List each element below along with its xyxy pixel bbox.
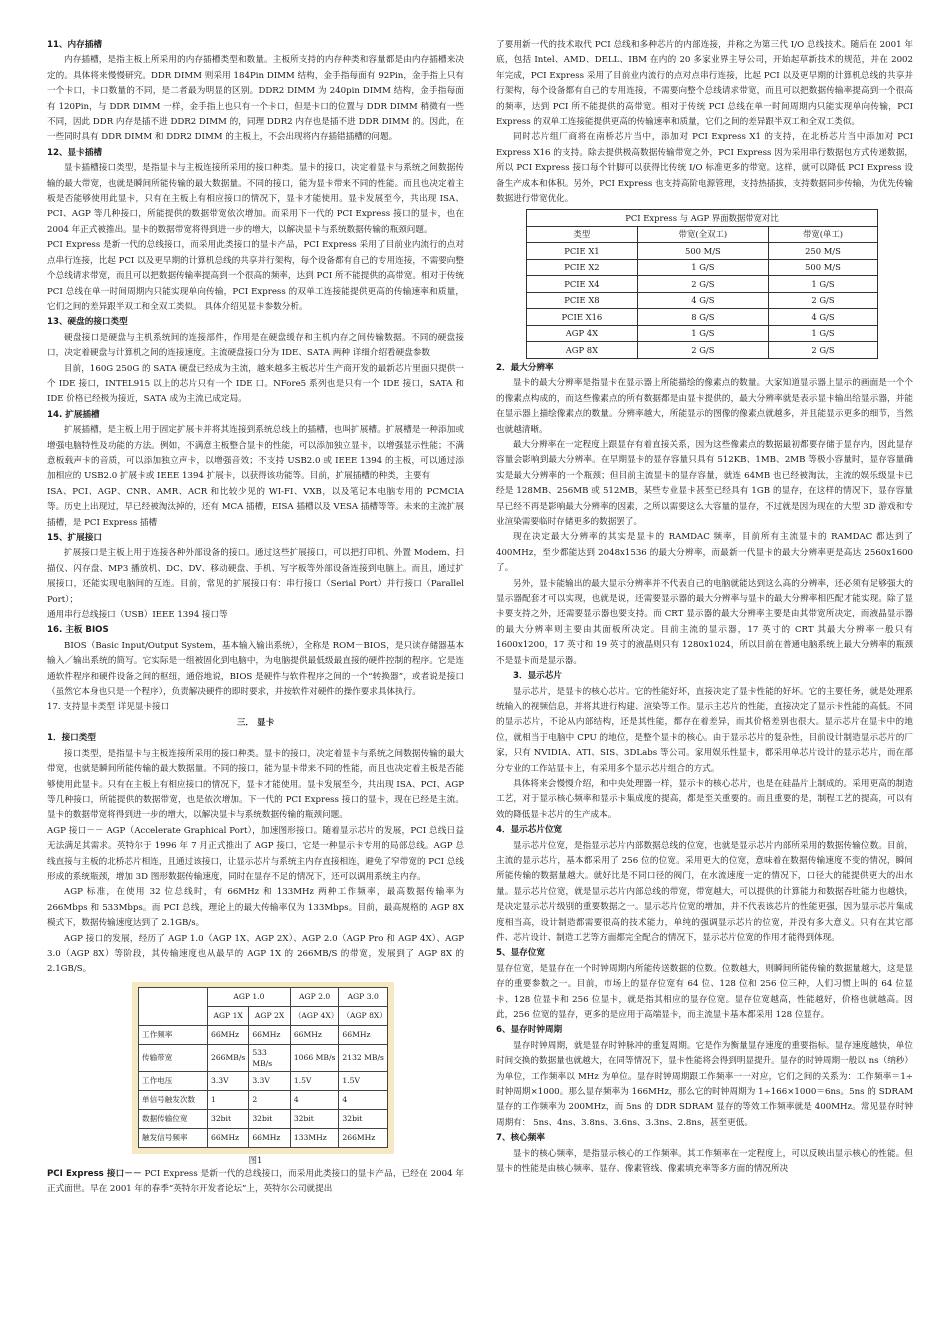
body-paragraph: 扩展接口是主板上用于连接各种外部设备的接口。通过这些扩展接口，可以把打印机、外置 Modem、扫描仪、闪存盘、MP3 播放机、DC、DV、移动硬盘、手机、写字板等外部设备连接到电脑上。而且，通过扩展接口，还能实现电脑间的互连。目前，常见的扩展接口有：串行接口（Serial Port）并行接口（Parallel Port）； (47, 548, 464, 605)
table-header: AGP 1.0 (208, 987, 291, 1006)
row-label: 工作频率 (139, 1025, 208, 1044)
table-row (139, 1025, 388, 1044)
table-cell: 66MHz (249, 1128, 291, 1147)
table-header: （AGP 8X） (339, 1006, 388, 1025)
right-bottom-blocks (496, 361, 913, 1178)
table-cell: 66MHz (290, 1025, 339, 1044)
table-cell: 66MHz (208, 1128, 249, 1147)
table-cell: 66MHz (339, 1025, 388, 1044)
table-header: 带宽(全双工) (637, 226, 768, 243)
table-row (139, 1109, 388, 1128)
section-heading: 14. 扩展插槽 (47, 409, 100, 420)
section-heading: 3．显示芯片 (513, 671, 562, 682)
table-row (527, 342, 878, 359)
table-header: （AGP 4X） (290, 1006, 339, 1025)
row-label: 数据传输位宽 (139, 1109, 208, 1128)
table-cell: 1.5V (290, 1071, 339, 1090)
body-paragraph: 目前，160G 250G 的 SATA 硬盘已经成为主流，越来越多主板芯片生产商开发的最新芯片里面只提供一个 IDE 接口，INTEL915 以上的芯片只有一个 IDE 口。NFore5 系列也是只有一个 IDE 接口，SATA 和 IDE 价格已经极为接近，SATA 成为主流已成定局。 (47, 363, 464, 405)
table-cell: 4 G/S (768, 309, 877, 326)
table-cell: PCIE X8 (527, 292, 638, 309)
section-heading: 7、核心频率 (496, 1133, 545, 1144)
table-row (139, 1128, 388, 1147)
left-text-blocks (47, 38, 464, 978)
table-row (527, 292, 878, 309)
table-cell: 266MB/s (208, 1044, 249, 1071)
table-title: PCI Express 与 AGP 界面数据带宽对比 (527, 210, 878, 227)
agp-spec-figure (132, 982, 394, 1154)
body-paragraph: 显存位宽，是显存在一个时钟周期内所能传送数据的位数。位数越大，则瞬间所能传输的数据量越大，这是显存的重要参数之一。目前，市场上的显存位宽有 64 位、128 位和 256 位三种，人们习惯上叫的 64 位显卡、128 位显卡和 256 位显卡，就是指其相应的显存位宽。显存位宽越高，性能越好，价格也就越高。因此，256 位宽的显存，更多的是应用于高端显卡，而主流显卡基本都采用 128 位显存。 (496, 963, 913, 1021)
body-paragraph: AGP 标准，在使用 32 位总线时，有 66MHz 和 133MHz 两种工作频率，最高数据传输率为 266Mbps 和 533Mbps。而 PCI 总线，理论上的最大传输率仅为 133Mbps。目前，最高规格的 AGP 8X 模式下，数据传输速度达到了 2.1GB/s。 (47, 887, 464, 929)
row-label: 工作电压 (139, 1071, 208, 1090)
table-cell: PCIE X1 (527, 243, 638, 260)
table-row (527, 243, 878, 260)
pci-express-text: PCI Express 是新一代的总线接口，而采用此类接口的显卡产品，已经在 2004 年正式面世。早在 2001 年的春季“英特尔开发者论坛”上，英特尔公司就提出 (47, 1168, 465, 1195)
body-paragraph: 内存插槽，是指主板上所采用的内存插槽类型和数量。主板所支持的内存种类和容量都是由内存插槽来决定的。具体将来慢慢研究。DDR DIMM 则采用 184Pin DIMM 结构，金手指每面有 92Pin，金手指上只有一个卡口，卡口数量的不同，是二者最为明显的区别。DDR2 DIMM 为 240pin DIMM 结构，金手指每面有 120Pin，与 DDR DIMM 一样，金手指上也只有一个卡口，但是卡口的位置与 DDR DIMM 稍微有一些不同，因此 DDR 内存是插不进 DDR2 DIMM 的，同理 DDR2 内存也是插不进 DDR DIMM 的。因此，在一些同时具有 DDR DIMM 和 DDR2 DIMM 的主板上，不会出现将内存插错插槽的问题。 (47, 55, 464, 143)
table-cell: 1 G/S (637, 325, 768, 342)
pci-express-paragraph (47, 1167, 464, 1198)
chapter-title: 三． 显卡 (236, 717, 275, 728)
table-cell: 1 G/S (637, 259, 768, 276)
table-row (527, 276, 878, 293)
table-corner (139, 987, 208, 1025)
section-heading: 2．最大分辨率 (496, 362, 554, 373)
row-label: 传输带宽 (139, 1044, 208, 1071)
table-cell: 3.3V (208, 1071, 249, 1090)
table-cell: PCIE X16 (527, 309, 638, 326)
section-heading: 4．显示芯片位宽 (496, 825, 563, 836)
body-paragraph: 显卡的核心频率，是指显示核心的工作频率。其工作频率在一定程度上，可以反映出显示核心的性能。但显卡的性能是由核心频率、显存、像素管线、像素填充率等多方面的情况所决 (496, 1148, 913, 1175)
table-header: AGP 3.0 (339, 987, 388, 1006)
body-paragraph: 通用串行总线接口（USB）IEEE 1394 接口等 (47, 610, 228, 621)
body-paragraph: 显示芯片，是显卡的核心芯片。它的性能好坏，直接决定了显卡性能的好坏。它的主要任务，就是处理系统输入的视频信息，并将其进行构建、渲染等工作。显示主芯片的性能，直接决定了显示卡性能的高低。不同的显示芯片，不论从内部结构，还是其性能，都存在着差异，而其价格差别也很大。显示芯片在显卡中的地位，就相当于电脑中 CPU 的地位，是整个显卡的核心。由于显示芯片的复杂性，目前设计制造显示芯片的厂家，只有 NVIDIA、ATI、SIS、3DLabs 等公司。家用娱乐性显卡，都采用单芯片设计的显示芯片，而在部分专业的工作站显卡上，有采用多个显示芯片组合的方式。 (496, 686, 913, 774)
table-cell: AGP 4X (527, 325, 638, 342)
table-cell: 266MHz (339, 1128, 388, 1147)
body-paragraph: 显卡的最大分辨率是指显卡在显示器上所能描绘的像素点的数量。大家知道显示器上显示的画面是一个个的像素点构成的，而这些像素点的所有数据都是由显卡提供的，最大分辨率就是表示显卡输出给显示器，并能在显示器上描绘像素点的数量。分辨率越大，所能显示的图像的像素点就越多，并且能显示更多的细节，当然也就越清晰。 (496, 378, 913, 435)
table-header: 带宽(单工) (768, 226, 877, 243)
table-cell: PCIE X4 (527, 276, 638, 293)
table-header: 类型 (527, 226, 638, 243)
table-cell: 3.3V (249, 1071, 291, 1090)
table-cell: 2 G/S (768, 292, 877, 309)
agp-spec-table (138, 987, 388, 1148)
section-heading: 15、扩展接口 (47, 533, 102, 543)
table-cell: 2 G/S (768, 342, 877, 359)
table-cell: 4 G/S (637, 292, 768, 309)
section-heading: 16. 主板 BIOS (47, 625, 109, 636)
table-cell: 4 (339, 1090, 388, 1109)
body-paragraph: 了要用新一代的技术取代 PCI 总线和多种芯片的内部连接，并称之为第三代 I/O 总线技术。随后在 2001 年底，包括 Intel、AMD、DELL、IBM 在内的 20 多家业界主导公司，开始起草新技术的规范，并在 2002 年完成，PCI Express 采用了目前业内流行的点对点串行连接，比起 PCI 以及更早期的计算机总线的共享并行架构，每个设备都有自己的专用连接，不需要向整个总线请求带宽，而且可以把数据传输率提高到一个很高的频率，达到 PCI 所不能提供的高带宽。相对于传统 PCI 总线在单一时间周期内只能实现单向传输，PCI Express 的双单工连接能提供更高的传输速率和质量，它们之间的差异跟半双工和全双工类似。 (496, 40, 913, 128)
body-paragraph: ISA、PCI、AGP、CNR、AMR、ACR 和比较少见的 WI-FI、VXB，以及笔记本电脑专用的 PCMCIA 等。历史上出现过，早已经被淘汰掉的，还有 MCA 插槽，EISA 插槽以及 VESA 插槽等等。未来的主流扩展插槽，是 PCI Express 插槽 (47, 486, 464, 528)
bandwidth-comparison-table (526, 209, 878, 359)
right-column (496, 38, 913, 1178)
left-column (47, 38, 464, 1198)
table-row (527, 309, 878, 326)
table-cell: 32bit (290, 1109, 339, 1128)
table-cell: 32bit (339, 1109, 388, 1128)
section-heading: 5、显存位宽 (496, 948, 545, 959)
row-label: 触发信号频率 (139, 1128, 208, 1147)
right-top-blocks (496, 38, 913, 207)
body-paragraph: 现在决定最大分辨率的其实是显卡的 RAMDAC 频率，目前所有主流显卡的 RAMDAC 都达到了 400MHz，至少都能达到 2048x1536 的最大分辨率，而最新一代显卡的最大分辨率更是高达 2560x1600 了。 (496, 532, 913, 574)
table-cell: 1.5V (339, 1071, 388, 1090)
table-cell: 4 (290, 1090, 339, 1109)
table-cell: 1066 MB/s (290, 1044, 339, 1071)
table-cell: 500 M/S (637, 243, 768, 260)
table-cell: 2132 MB/s (339, 1044, 388, 1071)
table-cell: 133MHz (290, 1128, 339, 1147)
table-header: AGP 1X (208, 1006, 249, 1025)
table-header: AGP 2X (249, 1006, 291, 1025)
body-paragraph: 接口类型，是指显卡与主板连接所采用的接口种类。显卡的接口，决定着显卡与系统之间数据传输的最大带宽，也就是瞬间所能传输的最大数据量。不同的接口，能为显卡带来不同的性能，而且也决定着主板是否能够使用此显卡。只有在主板上有相应接口的情况下，显卡才能使用。显卡发展至今，共出现 ISA、PCI、AGP 等几种接口，所能提供的数据带宽，也是依次增加。下一代的 PCI Express 接口的显卡，现在已经是主流。显卡的数据带宽将得到进一步的增大，以解决显卡与系统数据传输的瓶颈问题。 (47, 748, 464, 821)
table-cell: 32bit (249, 1109, 291, 1128)
section-heading: 1．接口类型 (47, 733, 96, 744)
table-cell: 250 M/S (768, 243, 877, 260)
body-paragraph: 最大分辨率在一定程度上跟显存有着直接关系，因为这些像素点的数据最初都要存储于显存内，因此显存容量会影响到最大分辨率。在早期显卡的显存容量只具有 512KB、1MB、2MB 等极小容量时，显存容量确实是最大分辨率的一个瓶颈；但目前主流显卡的显存容量，就连 64MB 也已经被淘汰，主流的娱乐级显卡已经是 128MB、256MB 或 512MB，某些专业显卡甚至已经具有 1GB 的显存，在这样的情况下，显存容量早已经不再是影响最大分辨率的因素，之所以需要这么大容量的显存，不过就是因为现在的大型 3D 游戏和专业渲染需要临时存储更多的数据罢了。 (496, 440, 913, 528)
body-paragraph: 另外，显卡能输出的最大显示分辨率并不代表自己的电脑就能达到这么高的分辨率，还必须有足够强大的显示器配套才可以实现，也就是说，还需要显示器的最大分辨率与显卡的最大分辨率相匹配才能实现。除了显卡要支持之外，还需要显示器也要支持。而 CRT 显示器的最大分辨率主要是由其带宽所决定，而液晶显示器的最大分辨率则主要由其面板所决定。目前主流的显示器，17 英寸的 CRT 其最大分辨率一般只有 1600x1200，17 英寸和 19 英寸的液晶则只有 1280x1024，所以目前在普通电脑系统上最大分辨率的瓶颈不是显卡而是显示器。 (496, 578, 913, 666)
table-cell: 32bit (208, 1109, 249, 1128)
body-paragraph: BIOS（Basic Input/Output System，基本输入输出系统），全称是 ROM－BIOS，是只读存储器基本输入／输出系统的简写。它实际是一组被固化到电脑中，为电脑提供最低级最直接的硬件控制的程序。它是连通软件程序和硬件设备之间的枢纽，通俗地说，BIOS 是硬件与软件程序之间的一个“转换器”，或者说是接口（虽然它本身也只是一个程序），负责解决硬件的即时要求，并按软件对硬件的操作要求具体执行。 (47, 640, 464, 698)
body-paragraph: 显存时钟周期，就是显存时钟脉冲的重复周期。它是作为衡量显存速度的重要指标。显存速度越快，单位时间交换的数据量也就越大，在同等情况下，显卡性能将会得到明显提升。显存的时钟周期一般以 ns（纳秒）为单位，工作频率以 MHz 为单位。显存时钟周期跟工作频率一一对应，它们之间的关系为：工作频率＝1÷时钟周期×1000。那么显存频率为 166MHz，那么它的时钟周期为 1÷166×1000＝6ns。5ns 的 SDRAM 显存的工作频率为 200MHz，而 5ns 的 DDR SDRAM 显存的等效工作频率就是 400MHz。常见显存时钟周期有： 5ns、4ns、3.8ns、3.6ns、3.3ns、2.8ns，甚至更低。 (496, 1040, 913, 1128)
table-row (139, 1071, 388, 1090)
table-cell: 2 (249, 1090, 291, 1109)
body-paragraph: 17. 支持显卡类型 详见显卡接口 (47, 702, 170, 713)
row-label: 单信号触发次数 (139, 1090, 208, 1109)
body-paragraph: 显卡插槽接口类型，是指显卡与主板连接所采用的接口种类。显卡的接口，决定着显卡与系统之间数据传输的最大带宽，也就是瞬间所能传输的最大数据量。不同的接口，能为显卡带来不同的性能。而且也决定着主板是否能够使用此显卡，只有在主板上有相应接口的情况下，显卡才能使用。显卡发展至今，共出现 ISA、PCI、AGP 等几种接口，所能提供的数据带宽依次增加。而采用下一代的 PCI Express 接口的显卡，也在 2004 年正式被推出。显卡的数据带宽将得到进一步的增大，以解决显卡与系统数据传输的瓶颈问题。 (47, 163, 464, 235)
table-row (139, 1090, 388, 1109)
table-cell: 66MHz (249, 1025, 291, 1044)
section-heading: 6、显存时钟周期 (496, 1025, 563, 1036)
body-paragraph: AGP 接口－－ AGP（Accelerate Graphical Port），加速图形接口。随着显示芯片的发展，PCI 总线日益无法满足其需求。英特尔于 1996 年 7 月正式推出了 AGP 接口，它是一种显示卡专用的局部总线。AGP 总线直接与主板的北桥芯片相连，且通过该接口，让显示芯片与系统主内存直接相连，避免了窄带宽的 PCI 总线形成的系统瓶颈，增加 3D 图形数据传输速度，同时在显存不足的情况下，还可以调用系统主内存。 (47, 825, 464, 882)
table-cell: 1 (208, 1090, 249, 1109)
section-heading: 13、硬盘的接口类型 (47, 317, 128, 328)
table-row (527, 325, 878, 342)
table-cell: 2 G/S (637, 276, 768, 293)
table-cell: 1 G/S (768, 325, 877, 342)
table-cell: 533 MB/s (249, 1044, 291, 1071)
body-paragraph: 硬盘接口是硬盘与主机系统间的连接部件，作用是在硬盘缓存和主机内存之间传输数据。不同的硬盘接口，决定着硬盘与计算机之间的连接速度。主流硬盘接口分为 IDE、SATA 两种 详细介绍看硬盘参数 (47, 332, 464, 359)
body-paragraph: 显示芯片位宽，是指显示芯片内部数据总线的位宽，也就是显示芯片内部所采用的数据传输位数。目前，主流的显示芯片，基本都采用了 256 位的位宽。采用更大的位宽，意味着在数据传输速度不变的情况，瞬间所能传输的数据量越大。就好比是不同口径的阀门，在水流速度一定的情况下，口径大的能提供更大的出水量。显示芯片位宽，就是显示芯片内部总线的带宽，带宽越大，可以提供的计算能力和数据吞吐能力也越快，是决定显示芯片级别的重要数据之一。显示芯片位宽的增加，并不代表该芯片的性能更强，因为显示芯片集成度相当高，设计制造都需要很高的技术能力，单纯的强调显示芯片的位宽，并没有多大意义。只有在其它部件、芯片设计、制造工艺等方面都完全配合的情况下，显示芯片位宽的作用才能得到体现。 (496, 840, 913, 943)
table-cell: 66MHz (208, 1025, 249, 1044)
table-cell: 500 M/S (768, 259, 877, 276)
table-cell: 8 G/S (637, 309, 768, 326)
body-paragraph: 同时芯片组厂商将在南桥芯片当中，添加对 PCI Express X1 的支持，在北桥芯片当中添加对 PCI Express X16 的支持。除去提供极高数据传输带宽之外，PCI Express 因为采用串行数据包方式传递数据，所以 PCI Express 接口每个针脚可以获得比传统 I/O 标准更多的带宽。这样，就可以降低 PCI Express 设备生产成本和体积。另外，PCI Express 也支持高阶电源管理，支持热插拔，支持数据同步传输，为优先传输数据进行带宽优化。 (496, 132, 913, 205)
table-cell: 1 G/S (768, 276, 877, 293)
body-paragraph: 扩展插槽，是主板上用于固定扩展卡并将其连接到系统总线上的插槽，也叫扩展槽。扩展槽是一种添加或增强电脑特性及功能的方法。例如，不满意主板整合显卡的性能，可以添加独立显卡，以增强显示性能；不满意板载声卡的音质，可以添加独立声卡，以增强音效；不支持 USB2.0 或 IEEE 1394 的主板，可以通过添加相应的 USB2.0 扩展卡或 IEEE 1394 扩展卡，以获得该功能等。目前，扩展插槽的种类，主要有 (47, 425, 464, 482)
table-row (139, 1044, 388, 1071)
table-cell: 2 G/S (637, 342, 768, 359)
pci-express-heading: PCI Express 接口－－ (47, 1168, 142, 1179)
body-paragraph: PCI Express 是新一代的总线接口，而采用此类接口的显卡产品，PCI Express 采用了目前业内流行的点对点串行连接，比起 PCI 以及更早期的计算机总线的共享并行架构，每个设备都有自己的专用连接，不需要向整个总线请求带宽，而且可以把数据传输率提高到一个很高的频率，达到 PCI 所不能提供的高带宽。相对于传统 PCI 总线在单一时间周期内只能实现单向传输，PCI Express 的双单工连接能提供更高的传输速率和质量，它们之间的差异跟半双工和全双工类似。 具体介绍见显卡参数分析。 (47, 240, 464, 312)
table-header: AGP 2.0 (290, 987, 339, 1006)
section-heading: 11、内存插槽 (47, 40, 102, 50)
table-cell: PCIE X2 (527, 259, 638, 276)
table-cell: AGP 8X (527, 342, 638, 359)
section-heading: 12、显卡插槽 (47, 147, 102, 158)
body-paragraph: 具体将来会慢慢介绍，和中央处理器一样，显示卡的核心芯片，也是在硅晶片上制成的。采用更高的制造工艺，对于显示核心频率和显示卡集成度的提高，都是至关重要的。而且重要的是，制程工艺的提高，可以有效的降低显卡芯片的生产成本。 (496, 778, 913, 820)
body-paragraph: AGP 接口的发展，经历了 AGP 1.0（AGP 1X、AGP 2X）、AGP 2.0（AGP Pro 和 AGP 4X）、AGP 3.0（AGP 8X）等阶段，其传输速度也从最早的 AGP 1X 的 266MB/S 的带宽，发展到了 AGP 8X 的 2.1GB/S。 (47, 933, 464, 975)
table-row (527, 259, 878, 276)
figure-caption: 图1 (248, 1154, 263, 1165)
